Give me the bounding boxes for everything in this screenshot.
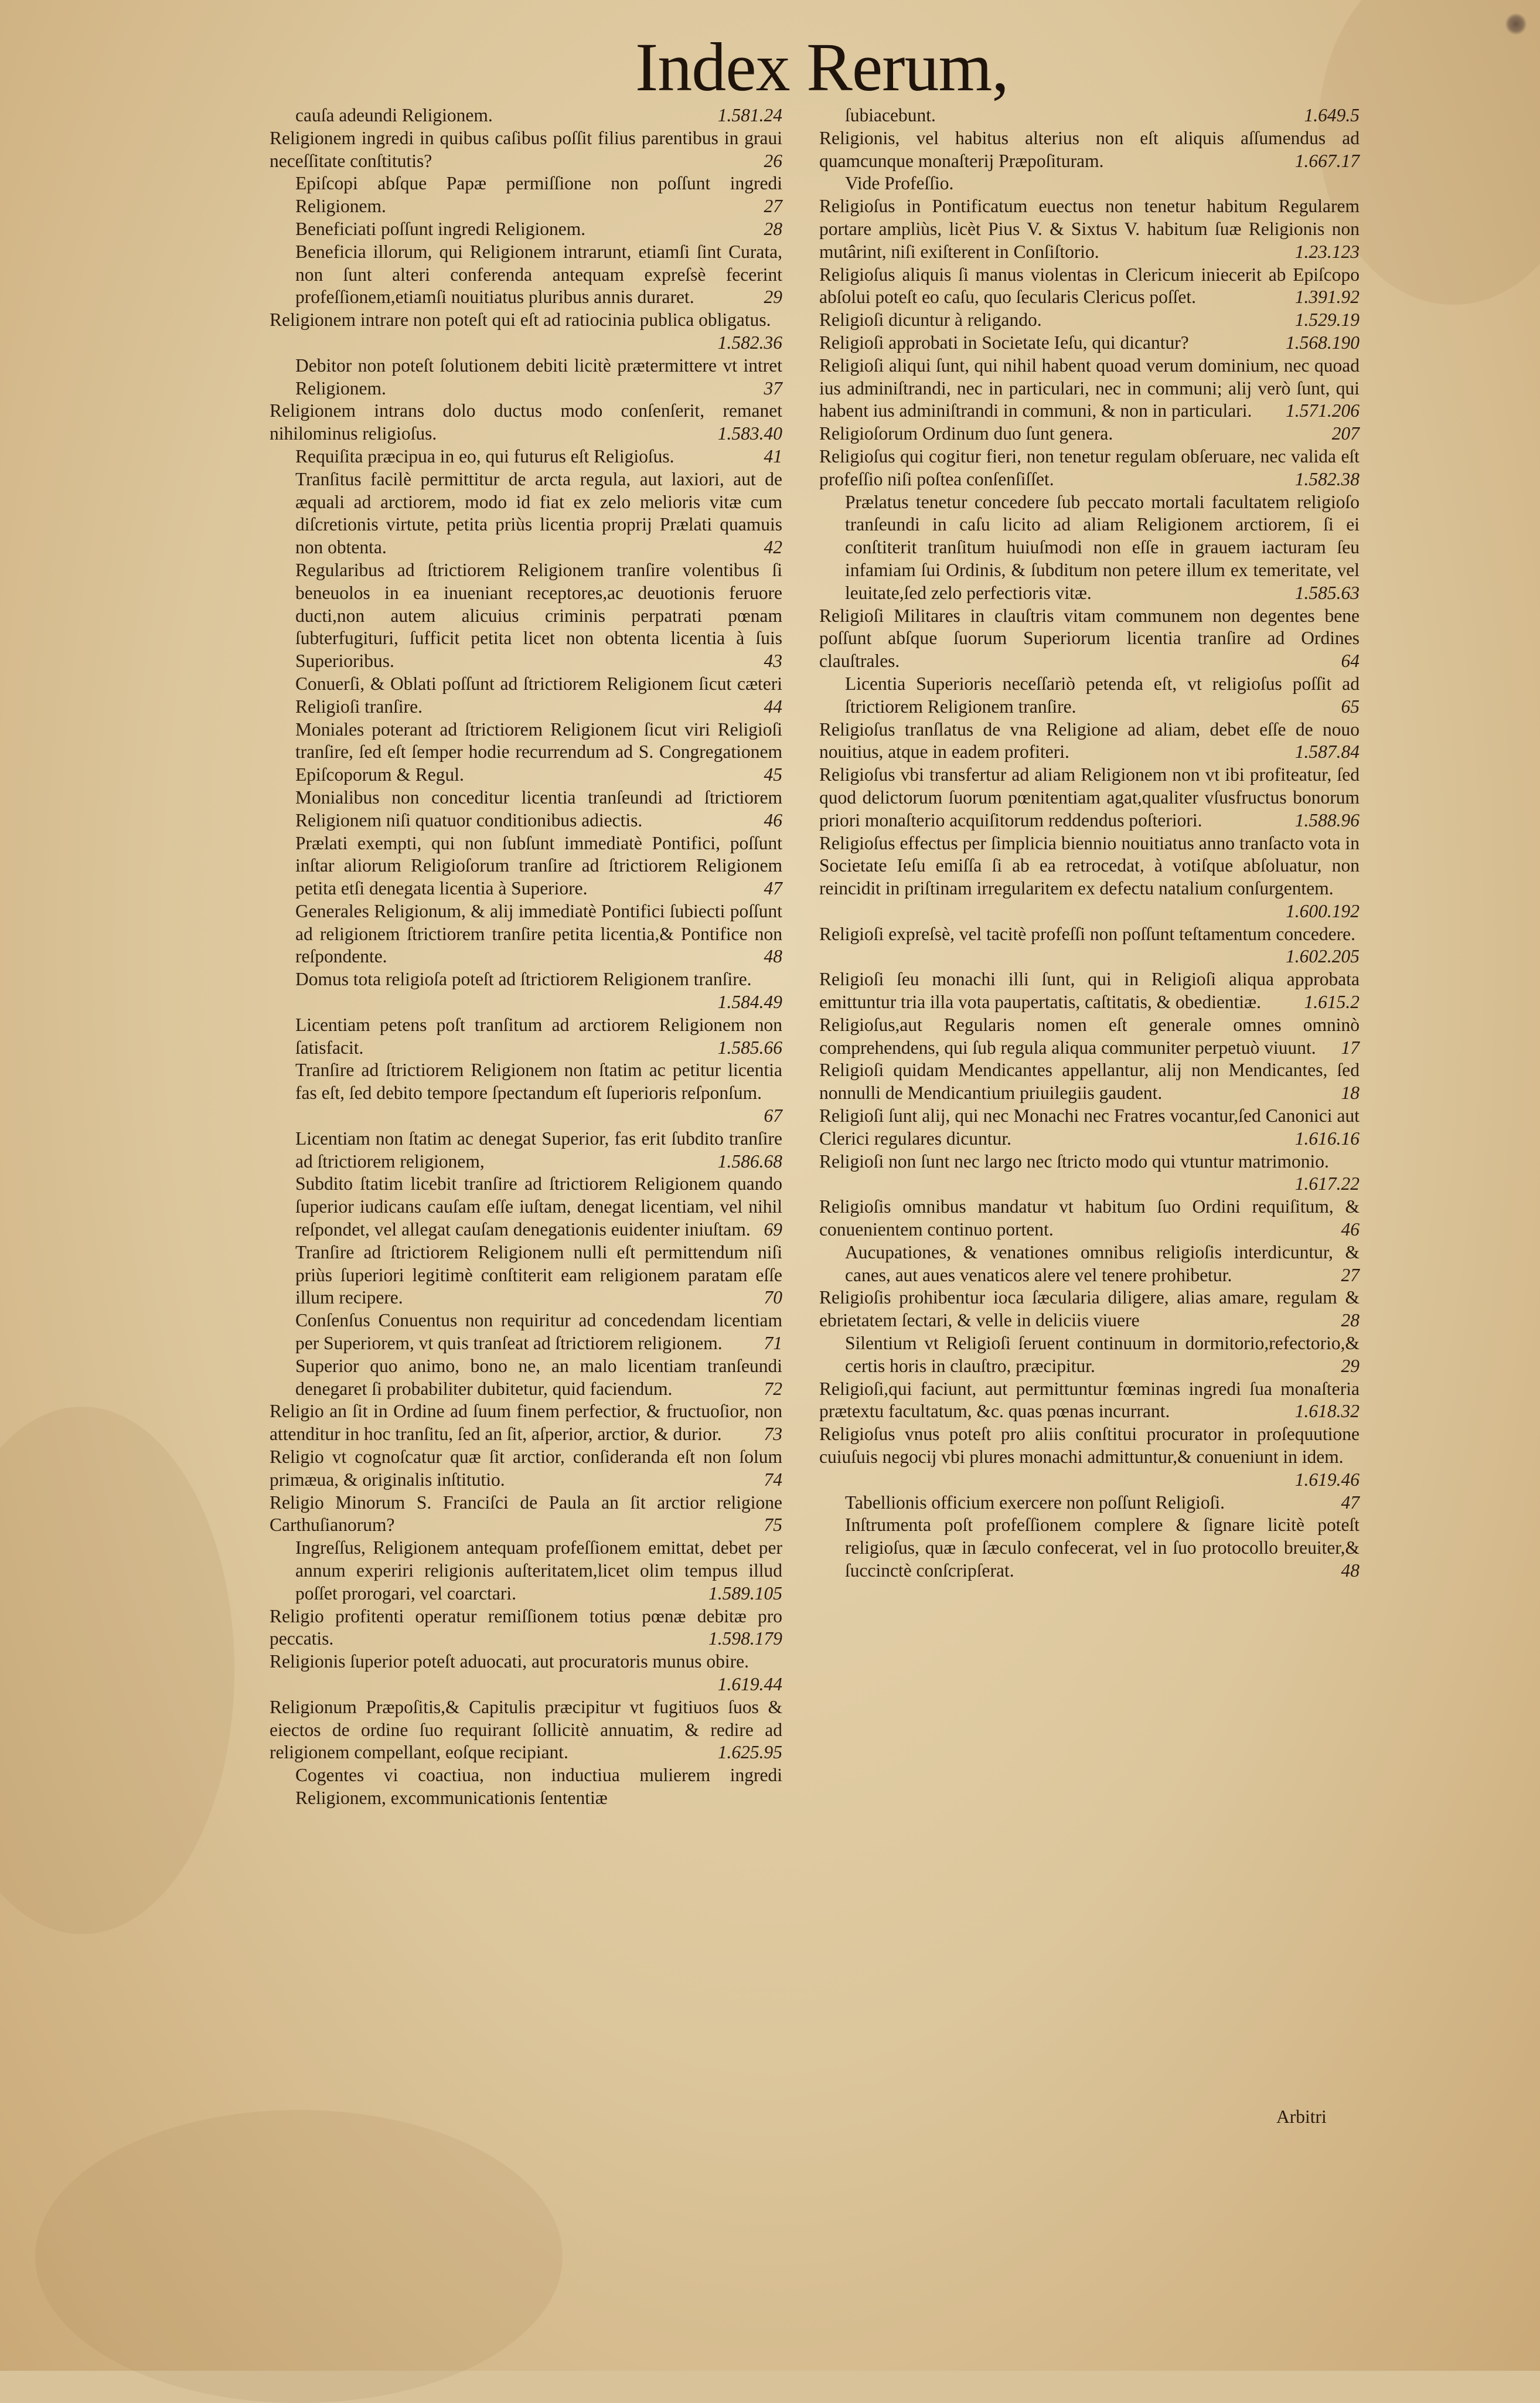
index-subentry (270, 1355, 782, 1401)
entry-text: Conſenſus Conuentus non requiritur ad concedendam licentiam per Superiorem, vt quis tranſeat ad ſtrictiorem religionem. (295, 1310, 782, 1354)
paper-stain (0, 1407, 234, 1934)
index-entry (819, 1423, 1360, 1491)
entry-text: Debitor non poteſt ſolutionem debiti licitè prætermittere vt intret Religionem. (295, 355, 782, 399)
index-subentry (270, 1241, 782, 1309)
entry-text: Tranſire ad ſtrictiorem Religionem non ſtatim ac petitur licentia fas eſt, ſed debito tempore ſpectandum eſt ſuperioris reſponſum. (295, 1060, 782, 1104)
entry-page-reference: 1.625.95 (717, 1742, 782, 1763)
entry-page-reference: 47 (1341, 1492, 1360, 1513)
entry-page-reference: 71 (764, 1333, 782, 1354)
index-entry (819, 264, 1360, 309)
index-subentry (819, 1241, 1360, 1287)
entry-text: Cogentes vi coactiua, non inductiua mulierem ingredi Religionem, excommunicationis ſententiæ (295, 1765, 782, 1808)
entry-text: Religioſus aliquis ſi manus violentas in Clericum iniecerit ab Epiſcopo abſolui poteſt eo caſu, quo ſecularis Clericus poſſet. (819, 264, 1360, 308)
index-subentry (270, 1059, 782, 1127)
index-entry (819, 1105, 1360, 1151)
index-entry (819, 1286, 1360, 1332)
entry-page-reference: 26 (764, 150, 782, 171)
entry-page-reference: 207 (1331, 423, 1360, 444)
entry-text: Religio Minorum S. Franciſci de Paula an ſit arctior religione Carthuſianorum? (270, 1492, 782, 1536)
entry-page-reference: 29 (764, 287, 782, 308)
entry-page-reference: 1.585.63 (1294, 582, 1360, 603)
index-subentry (270, 968, 782, 1014)
entry-text: Religioſus tranſlatus de vna Religione ad aliam, debet eſſe de nouo nouitius, atque in eadem profiteri. (819, 719, 1360, 763)
entry-page-reference: 1.598.179 (708, 1628, 782, 1649)
entry-text: Beneficia illorum, qui Religionem intrarunt, etiamſi ſint Curata, non ſunt alteri conferenda antequam expreſsè fecerint profeſſionem,etiamſi nouitiatus pluribus annis duraret. (295, 241, 782, 308)
entry-page-reference: 1.588.96 (1294, 809, 1360, 831)
index-column-left (270, 104, 782, 1810)
entry-text: Tranſitus facilè permittitur de arcta regula, aut laxiori, aut de æquali ad arctiorem, modo id fiat ex zelo melioris vitæ cum diſcretionis virtute, petita priùs licentia proprij Prælati quamuis non obtenta. (295, 468, 782, 558)
entry-text: Licentia Superioris neceſſariò petenda eſt, vt religioſus poſſit ad ſtrictiorem Religionem tranſire. (845, 673, 1360, 717)
index-entry (819, 127, 1360, 173)
entry-page-reference: 70 (764, 1287, 782, 1308)
entry-page-reference: 1.583.40 (717, 423, 782, 444)
entry-page-reference: 1.568.190 (1286, 332, 1360, 353)
index-subentry (270, 1173, 782, 1241)
entry-text: Religio an ſit in Ordine ad ſuum finem perfectior, & fructuoſior, non attenditur in hoc tranſitu, ſed an ſit, aſperior, arctior, & durior. (270, 1401, 782, 1445)
index-entry (270, 309, 782, 355)
index-entry (270, 1492, 782, 1537)
index-entry (270, 1400, 782, 1446)
entry-text: Vide Profeſſio. (845, 173, 954, 194)
entry-text: Religionum Præpoſitis,& Capitulis præcipitur vt fugitiuos ſuos & eiectos de ordine ſuo requirant ſollicitè annuatim, & redire ad religionem compellant, eoſque recipiant. (270, 1696, 782, 1763)
entry-page-reference: 74 (764, 1469, 782, 1490)
entry-page-reference: 1.586.68 (717, 1151, 782, 1172)
entry-page-reference: 46 (1341, 1219, 1360, 1240)
index-column-right (819, 104, 1360, 1582)
entry-text: Conuerſi, & Oblati poſſunt ad ſtrictiorem Religionem ſicut cæteri Religioſi tranſire. (295, 673, 782, 717)
entry-page-reference: 17 (1341, 1037, 1360, 1058)
entry-page-reference: 27 (1341, 1264, 1360, 1285)
entry-page-reference: 29 (1341, 1355, 1360, 1376)
entry-text: Religioſi ſunt alij, qui nec Monachi nec Fratres vocantur,ſed Canonici aut Clerici regulares dicuntur. (819, 1105, 1360, 1149)
index-subentry (270, 832, 782, 900)
entry-text: Licentiam petens poſt tranſitum ad arctiorem Religionem non ſatisfacit. (295, 1014, 782, 1058)
entry-text: Prælatus tenetur concedere ſub peccato mortali facultatem religioſo tranſeundi in caſu licito ad aliam Religionem arctiorem, ſi ei conſtiterit tranſitum huiuſmodi non eſſe in grauem iacturam ſeu infamiam ſui Ordinis, & ſubditum non petere illum ex temeritate, vel leuitate,ſed zelo perfectioris vitæ. (845, 491, 1360, 603)
entry-page-reference: 1.571.206 (1286, 400, 1360, 421)
index-subentry (819, 104, 1360, 127)
entry-text: Monialibus non conceditur licentia tranſeundi ad ſtrictiorem Religionem niſi quatuor conditionibus adiectis. (295, 787, 782, 831)
entry-page-reference: 1.581.24 (717, 105, 782, 125)
index-subentry (270, 1764, 782, 1810)
entry-page-reference: 69 (764, 1219, 782, 1240)
index-subentry (270, 1309, 782, 1355)
entry-text: Religio profitenti operatur remiſſionem totius pœnæ debitæ pro peccatis. (270, 1605, 782, 1649)
index-subentry (270, 1014, 782, 1060)
entry-page-reference: 1.587.84 (1294, 741, 1360, 763)
entry-page-reference: 1.617.22 (1294, 1173, 1360, 1194)
entry-text: ſubiacebunt. (845, 105, 936, 125)
entry-page-reference: 1.649.5 (1304, 105, 1360, 125)
index-subentry (819, 491, 1360, 605)
entry-text: Religioſi,qui faciunt, aut permittuntur fœminas ingredi ſua monaſteria prætextu facultatum, &c. quas pœnas incurrant. (819, 1378, 1360, 1422)
index-entry (819, 1196, 1360, 1241)
index-entry (819, 1059, 1360, 1105)
entry-text: Religioſus qui cogitur fieri, non tenetur regulam obſeruare, nec valida eſt profeſſio niſi poſtea conſenſiſſet. (819, 445, 1360, 489)
index-entry (819, 605, 1360, 673)
index-subentry (270, 172, 782, 218)
entry-page-reference: 18 (1341, 1083, 1360, 1104)
entry-page-reference: 43 (764, 651, 782, 672)
index-subentry (270, 241, 782, 309)
entry-text: Religioſus in Pontificatum euectus non tenetur habitum Regularem portare ampliùs, licèt Pius V. & Sixtus V. habitum ſuæ Religionis non mutârint, niſi exiſterent in Conſiſtorio. (819, 196, 1360, 262)
entry-text: Religionem intrare non poteſt qui eſt ad ratiocinia publica obligatus. (270, 309, 771, 331)
entry-text: Tabellionis officium exercere non poſſunt Religioſi. (845, 1492, 1225, 1513)
index-subentry (270, 468, 782, 559)
entry-page-reference: 42 (764, 537, 782, 558)
index-subentry (819, 1332, 1360, 1378)
index-entry (819, 195, 1360, 263)
index-entry (819, 719, 1360, 764)
index-entry (270, 1650, 782, 1696)
entry-text: Religionem intrans dolo ductus modo conſenſerit, remanet nihilominus religioſus. (270, 400, 782, 444)
index-entry (819, 332, 1360, 355)
entry-page-reference: 1.600.192 (1286, 900, 1360, 921)
entry-text: Religioſis prohibentur ioca ſæcularia diligere, alias amare, regulam & ebrietatem ſectari, & velle in deliciis viuere (819, 1287, 1360, 1331)
index-entry (819, 1014, 1360, 1060)
entry-text: Religioſi Militares in clauſtris vitam communem non degentes bene poſſunt abſque ſuorum Superiorum licentia tranſire ad Ordines clauſtrales. (819, 605, 1360, 672)
entry-text: Religioſi aliqui ſunt, qui nihil habent quoad verum dominium, nec quoad ius adminiſtrandi, nec in particulari, nec in communi; alij verò ſunt, qui habent ius adminiſtrandi in communi, & non in particulari. (819, 355, 1360, 421)
entry-text: Religio vt cognoſcatur quæ ſit arctior, conſideranda eſt non ſolum primæua, & originalis inſtitutio. (270, 1446, 782, 1490)
entry-text: Religioſi approbati in Societate Ieſu, qui dicantur? (819, 332, 1189, 353)
entry-page-reference: 1.618.32 (1294, 1401, 1360, 1422)
index-entry (819, 764, 1360, 832)
entry-page-reference: 67 (764, 1105, 782, 1126)
index-entry (819, 1151, 1360, 1196)
entry-page-reference: 1.529.19 (1294, 309, 1360, 331)
entry-text: Ingreſſus, Religionem antequam profeſſionem emittat, debet per annum experiri religionis auſteritatem,licet olim tempus illud poſſet prorogari, vel coarctari. (295, 1537, 782, 1604)
entry-text: Epiſcopi abſque Papæ permiſſione non poſſunt ingredi Religionem. (295, 173, 782, 217)
entry-text: Domus tota religioſa poteſt ad ſtrictiorem Religionem tranſire. (295, 969, 752, 990)
index-subentry (270, 559, 782, 673)
index-entry (819, 923, 1360, 969)
entry-page-reference: 1.619.46 (1294, 1469, 1360, 1490)
index-subentry (819, 1492, 1360, 1514)
entry-text: Regularibus ad ſtrictiorem Religionem tranſire volentibus ſi beneuolos in ea inueniant receptores,ac deuotionis feruore ducti,non autem alicuius criminis perpatrati pœnam ſubterfugituri, ſufficit petita licet non obtenta licentia à ſuis Superioribus. (295, 559, 782, 672)
entry-text: Religionis ſuperior poteſt aduocati, aut procuratoris munus obire. (270, 1651, 749, 1672)
entry-text: Superior quo animo, bono ne, an malo licentiam tranſeundi denegaret ſi probabiliter dubitetur, quid faciendum. (295, 1355, 782, 1399)
entry-page-reference: 1.616.16 (1294, 1128, 1360, 1149)
entry-text: Religioſis omnibus mandatur vt habitum ſuo Ordini requiſitum, & conuenientem continuo portent. (819, 1196, 1360, 1240)
entry-text: Religioſi ſeu monachi illi ſunt, qui in Religioſi aliqua approbata emittuntur tria illa vota paupertatis, caſtitatis, & obedientiæ. (819, 969, 1360, 1013)
index-subentry (270, 104, 782, 127)
index-subentry (270, 218, 782, 241)
entry-text: Beneficiati poſſunt ingredi Religionem. (295, 218, 586, 239)
entry-page-reference: 27 (764, 196, 782, 217)
index-subentry (270, 445, 782, 468)
entry-page-reference: 1.589.105 (708, 1582, 782, 1604)
index-subentry (270, 787, 782, 832)
index-entry (270, 1446, 782, 1492)
entry-page-reference: 47 (764, 878, 782, 899)
entry-text: Religioſus effectus per ſimplicia biennio nouitiatus anno tranſacto vota in Societate Ieſu emiſſa ſi ab ea retrocedat, à votiſque abſoluatur, non reincidit in priſtinam irregularitem ex defectu natalium conſurgentem. (819, 832, 1360, 899)
index-subentry (270, 900, 782, 968)
entry-page-reference: 41 (764, 445, 782, 467)
entry-text: Licentiam non ſtatim ac denegat Superior, fas erit ſubdito tranſire ad ſtrictiorem religionem, (295, 1128, 782, 1172)
index-subentry (270, 1128, 782, 1173)
entry-page-reference: 48 (1341, 1560, 1360, 1581)
entry-text: Religioſi non ſunt nec largo nec ſtricto modo qui vtuntur matrimonio. (819, 1151, 1329, 1172)
entry-text: Religioſi quidam Mendicantes appellantur, alij non Mendicantes, ſed nonnulli de Mendicantium priuilegiis gaudent. (819, 1060, 1360, 1104)
entry-text: Tranſire ad ſtrictiorem Religionem nulli eſt permittendum niſi priùs ſuperiori legitimè conſtiterit eam religionem paratam eſſe illum recipere. (295, 1241, 782, 1308)
entry-page-reference: 1.619.44 (717, 1673, 782, 1694)
entry-page-reference: 75 (764, 1514, 782, 1536)
entry-page-reference: 1.23.123 (1294, 241, 1360, 262)
entry-text: Aucupationes, & venationes omnibus religioſis interdicuntur, & canes, aut aues venaticos alere vel tenere prohibetur. (845, 1241, 1360, 1285)
entry-page-reference: 64 (1341, 651, 1360, 672)
entry-page-reference: 1.391.92 (1294, 287, 1360, 308)
page-title: Index Rerum, (635, 29, 1009, 105)
entry-page-reference: 1.602.205 (1286, 946, 1360, 967)
index-subentry (270, 719, 782, 787)
entry-page-reference: 37 (764, 377, 782, 399)
entry-page-reference: 48 (764, 946, 782, 967)
index-entry (819, 423, 1360, 445)
index-entry (819, 445, 1360, 491)
index-entry (819, 309, 1360, 332)
entry-text: Religionis, vel habitus alterius non eſt aliquis aſſumendus ad quamcunque monaſterij Præpoſituram. (819, 127, 1360, 171)
entry-page-reference: 1.615.2 (1304, 992, 1360, 1013)
entry-text: Silentium vt Religioſi ſeruent continuum in dormitorio,refectorio,& certis horis in clauſtro, præcipitur. (845, 1333, 1360, 1376)
index-entry (819, 1378, 1360, 1424)
entry-page-reference: 1.585.66 (717, 1037, 782, 1058)
entry-text: Subdito ſtatim licebit tranſire ad ſtrictiorem Religionem quando ſuperior iudicans cauſam eſſe iuſtam, denegat licentiam, vel nihil reſpondet, vel allegat cauſam denegationis euidenter iniuſtam. (295, 1173, 782, 1240)
entry-text: Religioſus vbi transfertur ad aliam Religionem non vt ibi profiteatur, ſed quod delictorum ſuorum pœnitentiam agat,qualiter vſusfructus bonorum priori monaſterio acquiſitorum reddendus poſteriori. (819, 764, 1360, 831)
index-entry (819, 968, 1360, 1014)
entry-page-reference: 44 (764, 696, 782, 717)
index-entry (270, 1605, 782, 1651)
index-entry (270, 400, 782, 445)
entry-page-reference: 46 (764, 809, 782, 831)
entry-page-reference: 73 (764, 1424, 782, 1445)
index-entry (819, 832, 1360, 923)
entry-page-reference: 65 (1341, 696, 1360, 717)
index-entry (819, 355, 1360, 423)
entry-text: Inſtrumenta poſt profeſſionem complere & ſignare licitè poteſt religioſus, quæ in ſæculo confecerat, vel in ſuo protocollo breuiter,& ſuccinctè conſcripſerat. (845, 1514, 1360, 1581)
entry-page-reference: 1.582.36 (717, 332, 782, 353)
index-entry (270, 1696, 782, 1764)
entry-text: Prælati exempti, qui non ſubſunt immediatè Pontifici, poſſunt inſtar aliorum Religioſorum tranſire ad ſtrictiorem Religionem petita etſi denegata licentia à Superiore. (295, 832, 782, 899)
corner-hole (1505, 13, 1527, 35)
entry-text: Religioſus vnus poteſt pro aliis conſtitui procurator in proſequutione cuiuſuis negocij vbi plures monachi admittuntur,& conueniunt in idem. (819, 1424, 1360, 1468)
entry-text: Generales Religionum, & alij immediatè Pontifici ſubiecti poſſunt ad religionem ſtrictiorem tranſire petita licentia,& Pontifice non reſpondente. (295, 900, 782, 967)
entry-page-reference: 1.582.38 (1294, 468, 1360, 489)
entry-text: cauſa adeundi Religionem. (295, 105, 493, 125)
entry-page-reference: 1.667.17 (1294, 150, 1360, 171)
index-subentry (819, 1514, 1360, 1582)
entry-page-reference: 1.584.49 (717, 992, 782, 1013)
entry-text: Moniales poterant ad ſtrictiorem Religionem ſicut viri Religioſi tranſire, ſed eſt ſemper hodie recurrendum ad S. Congregationem Epiſcoporum & Regul. (295, 719, 782, 785)
index-subentry (270, 355, 782, 400)
paper-stain (35, 2110, 563, 2403)
index-entry (270, 127, 782, 173)
catchword: Arbitri (1276, 2106, 1327, 2127)
entry-page-reference: 28 (1341, 1310, 1360, 1331)
entry-text: Religioſorum Ordinum duo ſunt genera. (819, 423, 1113, 444)
entry-text: Religioſi expreſsè, vel tacitè profeſſi non poſſunt teſtamentum concedere. (819, 923, 1355, 944)
entry-text: Religioſi dicuntur à religando. (819, 309, 1042, 331)
entry-text: Religionem ingredi in quibus caſibus poſſit filius parentibus in graui neceſſitate conſtitutis? (270, 127, 782, 171)
entry-text: Religioſus,aut Regularis nomen eſt generale omnes omninò comprehendens, qui ſub regula aliqua communiter perpetuò viuunt. (819, 1014, 1360, 1058)
index-subentry (819, 172, 1360, 195)
index-subentry (270, 673, 782, 719)
entry-text: Requiſita præcipua in eo, qui futurus eſt Religioſus. (295, 445, 674, 467)
entry-page-reference: 28 (764, 218, 782, 239)
entry-page-reference: 45 (764, 764, 782, 785)
index-subentry (270, 1537, 782, 1605)
index-subentry (819, 673, 1360, 719)
entry-page-reference: 72 (764, 1378, 782, 1399)
